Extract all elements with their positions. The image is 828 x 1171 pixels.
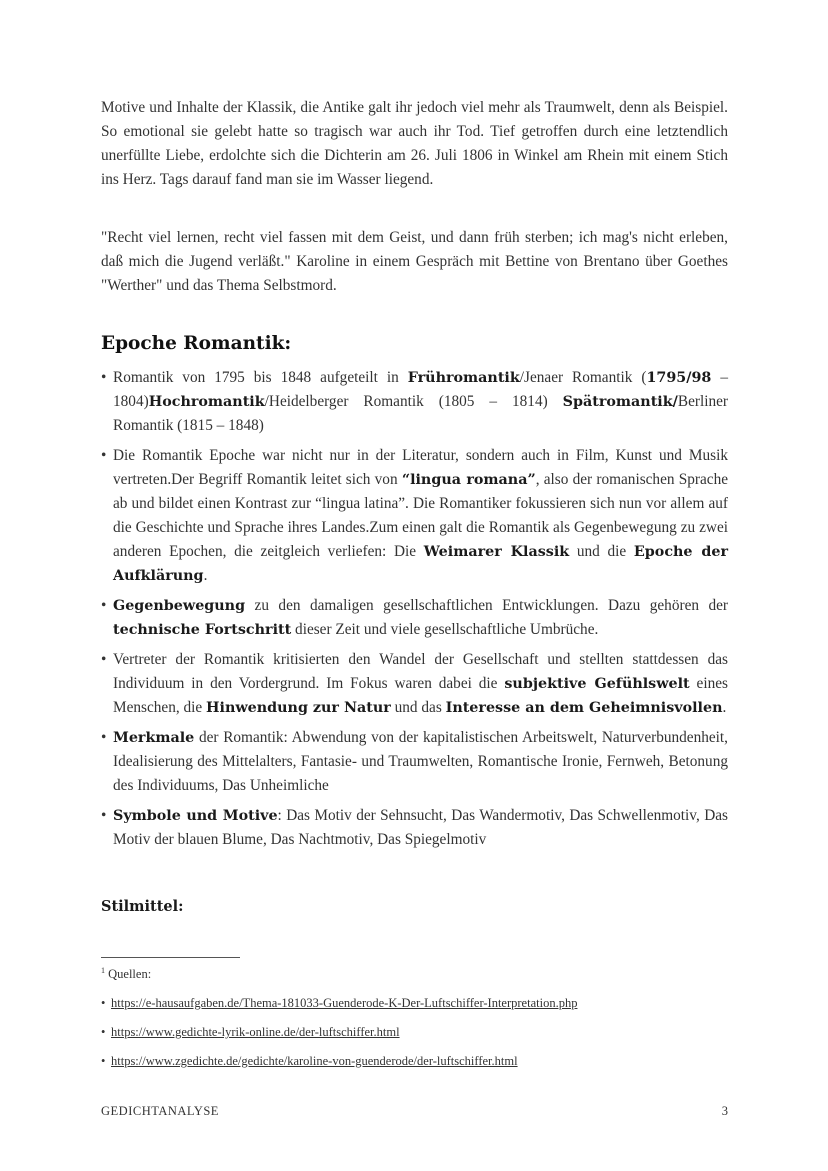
bullet-list [101,366,728,858]
body-paragraph: Motive und Inhalte der Klassik, die Antike galt ihr jedoch viel mehr als Traumwelt, denn als Beispiel. So emotional sie gelebt hatte so tragisch war auch ihr Tod. Tief getroffen durch eine letztendlich unerfüllte Liebe, erdolchte sich die Dichterin am 26. Juli 1806 in Winkel am Rhein mit einem Stich ins Herz. Tags darauf fand man sie im Wasser liegend. [101,99,728,188]
section-heading: Epoche Romantik: [101,333,292,354]
source-list [101,994,741,1081]
source-link[interactable]: https://e-hausaufgaben.de/Thema-181033-Guenderode-K-Der-Luftschiffer-Interpretation.php [111,996,578,1010]
list-item [101,1052,741,1070]
list-item [101,1023,741,1041]
list-item: • Merkmale der Romantik: Abwendung von der kapitalistischen Arbeitswelt, Naturverbundenheit, Idealisierung des Mittelalters, Fantasie- und Traumwelten, Romantische Ironie, Fernweh, Betonung des Individuums, Das Unheimliche [101,726,728,798]
list-item: • Vertreter der Romantik kritisierten den Wandel der Gesellschaft und stellten stattdessen das Individuum in den Vordergrund. Im Fokus waren dabei die subjektive Gefühlswelt eines Menschen, die Hinwendung zur Natur und das Interesse an dem Geheimnisvollen. [101,648,728,720]
footnote-marker: 1 [101,966,105,975]
source-link[interactable]: https://www.gedichte-lyrik-online.de/der-luftschiffer.html [111,1025,400,1039]
footnote-divider [101,957,240,958]
subheading-stilmittel: Stilmittel: [101,898,184,915]
source-link[interactable]: https://www.zgedichte.de/gedichte/karoline-von-guenderode/der-luftschiffer.html [111,1054,518,1068]
page-number: 3 [721,1104,728,1118]
list-item: • Gegenbewegung zu den damaligen gesellschaftlichen Entwicklungen. Dazu gehören der technische Fortschritt dieser Zeit und viele gesellschaftliche Umbrüche. [101,594,728,642]
list-item: • Symbole und Motive: Das Motiv der Sehnsucht, Das Wandermotiv, Das Schwellenmotiv, Das Motiv der blauen Blume, Das Nachtmotiv, Das Spiegelmotiv [101,804,728,852]
footnote-label: $^1$ Quellen: [101,966,152,982]
list-item [101,994,741,1012]
list-item: • Die Romantik Epoche war nicht nur in der Literatur, sondern auch in Film, Kunst und Musik vertreten.Der Begriff Romantik leitet sich von “lingua romana”, also der romanischen Sprache ab und bildet einen Kontrast zur “lingua latina”. Die Romantiker fokussieren sich nun vor allem auf die Geschichte und Sprache ihres Landes.Zum einen galt die Romantik als Gegenbewegung zu zwei anderen Epochen, die zeitgleich verliefen: Die Weimarer Klassik und die Epoche der Aufklärung. [101,444,728,588]
quote-paragraph: "Recht viel lernen, recht viel fassen mit dem Geist, und dann früh sterben; ich mag's nicht erleben, daß mich die Jugend verläßt." Karoline in einem Gespräch mit Bettine von Brentano über Goethes "Werther" und das Thema Selbstmord. [101,229,728,294]
list-item: • Romantik von 1795 bis 1848 aufgeteilt in Frühromantik/Jenaer Romantik (1795/98 – 1804)Hochromantik/Heidelberger Romantik (1805 – 1814) Spätromantik/Berliner Romantik (1815 – 1848) [101,366,728,438]
footer-title: GEDICHTANALYSE [101,1104,219,1118]
